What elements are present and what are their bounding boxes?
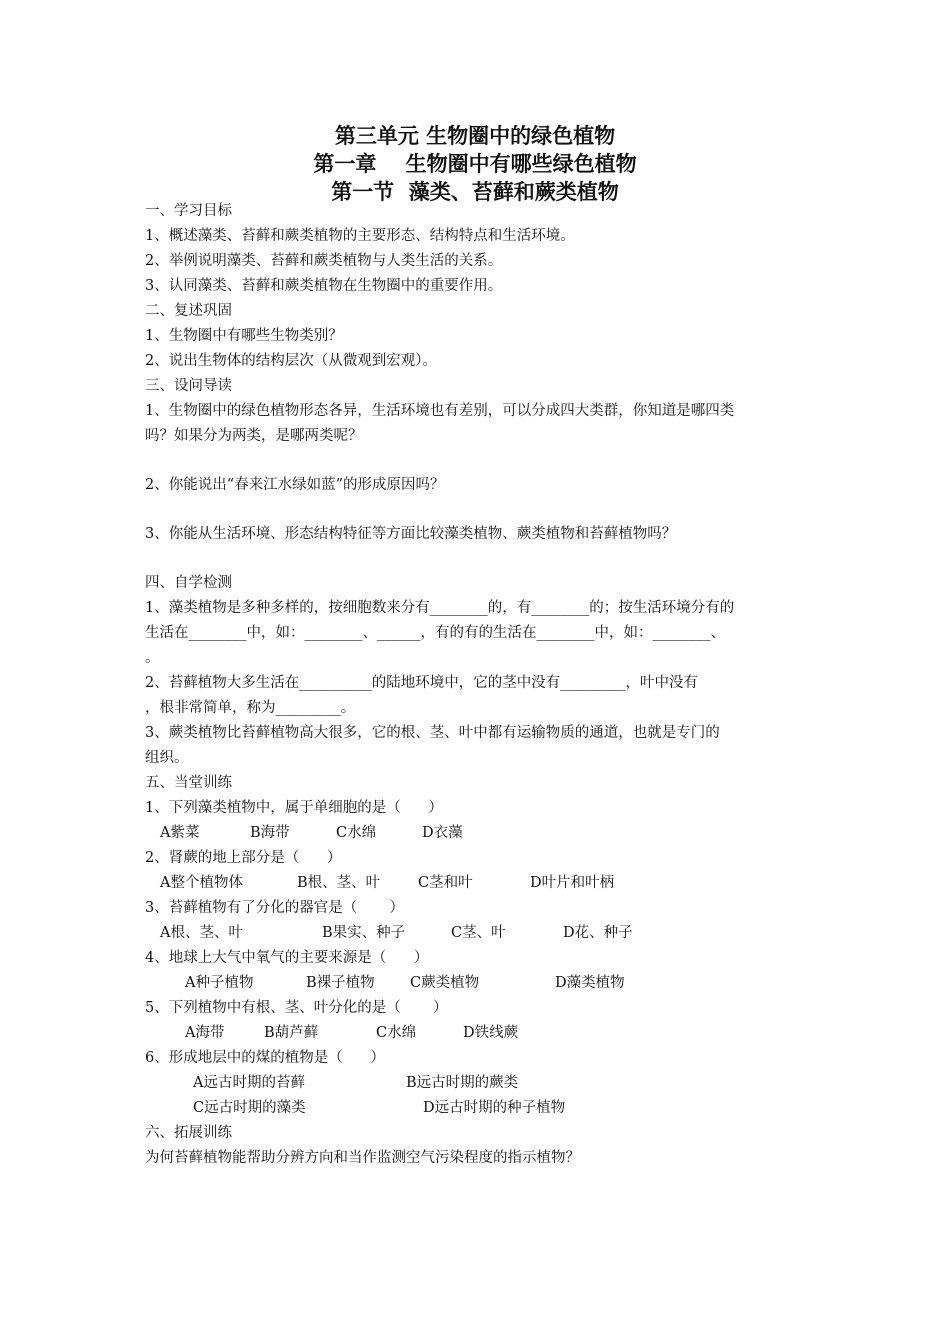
practice-question-4: 4、地球上大气中氧气的主要来源是（ ） [145, 950, 429, 966]
practice-question-1: 1、下列藻类植物中，属于单细胞的是（ ） [145, 800, 443, 816]
objective-item: 2、举例说明藻类、苔藓和蕨类植物与人类生活的关系。 [145, 253, 503, 269]
option-c: C水绵 [336, 825, 377, 841]
objective-item: 1、概述藻类、苔藓和蕨类植物的主要形态、结构特点和生活环境。 [145, 228, 575, 244]
guided-question-2: 2、你能说出“春来江水绿如蓝”的形成原因吗？ [145, 477, 445, 493]
title-block [0, 122, 950, 206]
section-title: 第一节 藻类、苔藓和蕨类植物 [331, 179, 619, 204]
option-d: D叶片和叶柄 [530, 875, 615, 891]
option-a: A紫菜 [160, 825, 200, 841]
guided-question-3: 3、你能从生活环境、形态结构特征等方面比较藻类植物、蕨类植物和苔藓植物吗？ [145, 526, 677, 542]
option-b: B裸子植物 [306, 975, 375, 991]
option-a: A根、茎、叶 [160, 925, 243, 941]
option-b: B远古时期的蕨类 [406, 1075, 519, 1091]
self-test-1-line2: 生活在________中，如：________、______，有的有的生活在________中，如：________、 [145, 625, 725, 641]
option-d: D花、种子 [563, 925, 633, 941]
option-b: B根、茎、叶 [297, 875, 381, 891]
self-test-2-line2: ，根非常简单，称为_________。 [145, 700, 356, 716]
worksheet-body [145, 199, 810, 1171]
practice-question-6: 6、形成地层中的煤的植物是（ ） [145, 1050, 385, 1066]
option-b: B海带 [250, 825, 290, 841]
practice-options-2 [145, 871, 810, 896]
answer-space [145, 498, 810, 522]
option-d: D远古时期的种子植物 [423, 1100, 566, 1116]
extension-question: 为何苔藓植物能帮助分辨方向和当作监测空气污染程度的指示植物？ [145, 1150, 580, 1166]
section-heading-practice: 五、当堂训练 [145, 775, 232, 791]
option-b: B果实、种子 [322, 925, 406, 941]
review-item: 1、生物圈中有哪些生物类别？ [145, 328, 343, 344]
self-test-2-line1: 2、苔藓植物大多生活在__________的陆地环境中，它的茎中没有_________，叶中没有 [145, 675, 698, 691]
practice-options-3 [145, 921, 810, 946]
option-b: B葫芦藓 [264, 1025, 319, 1041]
option-a: A海带 [185, 1025, 225, 1041]
section-heading-self-test: 四、自学检测 [145, 575, 232, 591]
practice-question-2: 2、肾蕨的地上部分是（ ） [145, 850, 342, 866]
section-heading-extension: 六、拓展训练 [145, 1125, 232, 1141]
answer-space [145, 547, 810, 571]
option-c: C远古时期的藻类 [193, 1100, 306, 1116]
practice-options-5 [145, 1021, 810, 1046]
section-heading-guided-questions: 三、设问导读 [145, 378, 232, 394]
practice-options-6-row2 [145, 1096, 810, 1121]
option-d: D衣藻 [422, 825, 463, 841]
section-heading-review: 二、复述巩固 [145, 303, 232, 319]
self-test-1-line3: 。 [145, 650, 160, 666]
practice-question-3: 3、苔藓植物有了分化的器官是（ ） [145, 900, 404, 916]
answer-space [145, 449, 810, 473]
option-d: D藻类植物 [555, 975, 625, 991]
self-test-3-line2: 组织。 [145, 750, 189, 766]
option-a: A远古时期的苔藓 [193, 1075, 305, 1091]
guided-question-1-line2: 吗？如果分为两类，是哪两类呢？ [145, 428, 363, 444]
practice-options-4 [145, 971, 810, 996]
option-a: A种子植物 [185, 975, 254, 991]
option-c: C茎、叶 [451, 925, 506, 941]
chapter-title: 第一章 生物圈中有哪些绿色植物 [313, 151, 637, 176]
option-c: C水绵 [376, 1025, 417, 1041]
unit-title: 第三单元 生物圈中的绿色植物 [334, 123, 616, 148]
option-a: A整个植物体 [160, 875, 243, 891]
practice-options-6-row1 [145, 1071, 810, 1096]
option-c: C茎和叶 [418, 875, 473, 891]
self-test-1-line1: 1、藻类植物是多种多样的，按细胞数来分有________的，有________的；按生活环境分有的 [145, 600, 735, 616]
guided-question-1-line1: 1、生物圈中的绿色植物形态各异，生活环境也有差别，可以分成四大类群，你知道是哪四类 [145, 403, 735, 419]
objective-item: 3、认同藻类、苔藓和蕨类植物在生物圈中的重要作用。 [145, 278, 503, 294]
practice-options-1 [145, 821, 810, 846]
option-d: D铁线蕨 [463, 1025, 519, 1041]
self-test-3-line1: 3、蕨类植物比苔藓植物高大很多，它的根、茎、叶中都有运输物质的通道，也就是专门的 [145, 725, 720, 741]
section-heading-objectives: 一、学习目标 [145, 203, 232, 219]
review-item: 2、说出生物体的结构层次（从微观到宏观）。 [145, 353, 437, 369]
option-c: C蕨类植物 [410, 975, 480, 991]
practice-question-5: 5、下列植物中有根、茎、叶分化的是（ ） [145, 1000, 448, 1016]
